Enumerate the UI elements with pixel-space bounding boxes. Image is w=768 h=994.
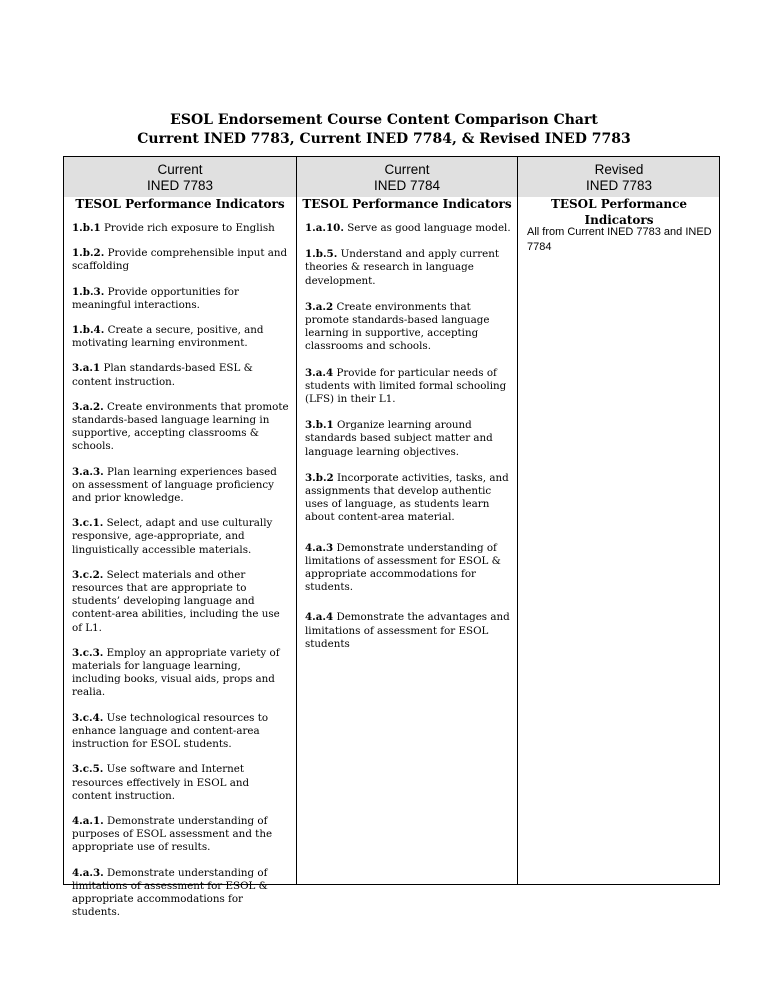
- indicator-code: 1.b.1: [72, 222, 101, 234]
- indicator-text: Select, adapt and use culturally responsive, age-appropriate, and linguistically accessible materials.: [72, 517, 273, 556]
- header-status: Revised: [594, 162, 644, 177]
- indicator-code: 3.a.2.: [72, 400, 104, 413]
- indicator-item: [305, 301, 513, 354]
- indicator-code: 4.a.4: [305, 611, 334, 624]
- indicator-text: Use software and Internet resources effectively in ESOL and content instruction.: [72, 763, 250, 802]
- indicator-item: [72, 222, 292, 235]
- header-course: INED 7783: [146, 178, 214, 193]
- indicator-text: Demonstrate understanding of purposes of ESOL assessment and the appropriate use of results.: [72, 814, 273, 854]
- indicator-item: [305, 222, 513, 235]
- indicator-item: [72, 517, 292, 557]
- indicator-text: Use technological resources to enhance language and content-area instruction for ESOL students.: [72, 711, 269, 751]
- indicator-item: [305, 367, 513, 407]
- indicator-item: [72, 815, 292, 855]
- indicator-code: 4.a.1.: [72, 814, 104, 827]
- indicator-text: Demonstrate understanding of limitations of assessment for ESOL & appropriate accommodations for students.: [305, 541, 501, 594]
- indicator-code: 4.a.3: [305, 541, 334, 554]
- indicator-code: 3.a.2: [305, 300, 334, 313]
- column-divider: [296, 157, 297, 884]
- indicator-code: 3.a.3.: [72, 465, 104, 478]
- header-current-7784: [297, 162, 517, 212]
- indicator-text: Demonstrate the advantages and limitations of assessment for ESOL students: [305, 611, 510, 650]
- indicator-code: 3.b.1: [305, 419, 334, 432]
- column-revised-7783-items: [527, 225, 717, 255]
- indicator-text: Create environments that promote standards-based language learning in supportive, accepting classrooms & schools.: [72, 400, 289, 453]
- column-current-7783-items: [72, 222, 292, 919]
- indicator-text: Plan standards-based ESL & content instruction.: [72, 362, 253, 388]
- indicator-text: Employ an appropriate variety of materials for language learning, including books, visual aids, props and realia.: [72, 646, 280, 699]
- indicator-code: 3.c.3.: [72, 646, 104, 659]
- indicator-item: [72, 401, 292, 454]
- column-current-7784-items: [305, 222, 513, 651]
- indicator-code: 1.b.3.: [72, 285, 105, 298]
- indicator-code: 1.b.2.: [72, 247, 105, 260]
- indicator-item: [305, 419, 513, 459]
- indicator-item: [72, 712, 292, 752]
- indicator-item: [72, 763, 292, 803]
- indicator-text: Provide opportunities for meaningful interactions.: [72, 285, 239, 311]
- indicator-text: Select materials and other resources that are appropriate to students’ developing language and content-area abilities, including the use of L1.: [72, 568, 280, 634]
- indicator-code: 3.c.4.: [72, 711, 104, 724]
- header-heading: TESOL Performance Indicators: [550, 197, 688, 227]
- indicator-item: [305, 611, 513, 651]
- indicator-item: [305, 472, 513, 525]
- indicator-text: Plan learning experiences based on assessment of language proficiency and prior knowledge.: [72, 465, 277, 505]
- indicator-code: 1.b.5.: [305, 248, 338, 261]
- indicator-item: [72, 569, 292, 635]
- revised-note: All from Current INED 7783 and INED 7784: [527, 226, 712, 253]
- indicator-code: 4.a.3.: [72, 866, 104, 879]
- indicator-item: [72, 867, 292, 920]
- indicator-text: Create a secure, positive, and motivating learning environment.: [72, 324, 264, 350]
- indicator-item: [72, 324, 292, 350]
- indicator-text: Create environments that promote standards-based language learning in supportive, accepting classrooms and schools.: [305, 300, 490, 353]
- indicator-item: [72, 466, 292, 506]
- header-current-7783: [64, 162, 296, 212]
- header-course: INED 7784: [373, 178, 441, 193]
- indicator-text: Incorporate activities, tasks, and assignments that develop authentic uses of language, as students learn about content-area material.: [305, 471, 509, 524]
- header-heading: TESOL Performance Indicators: [302, 197, 512, 211]
- indicator-item: [72, 647, 292, 700]
- indicator-text: Organize learning around standards based subject matter and language learning objectives.: [305, 419, 493, 458]
- indicator-text: Provide comprehensible input and scaffolding: [72, 247, 288, 273]
- header-status: Current: [384, 162, 430, 177]
- indicator-text: Provide rich exposure to English: [100, 222, 275, 234]
- indicator-item: [72, 247, 292, 273]
- header-revised-7783: [518, 162, 720, 228]
- indicator-code: 3.b.2: [305, 471, 334, 484]
- indicator-item: [305, 248, 513, 288]
- indicator-text: Understand and apply current theories & research in language development.: [305, 248, 499, 287]
- indicator-text: Demonstrate understanding of limitations of assessment for ESOL & appropriate accommodations for students.: [72, 866, 268, 919]
- indicator-item: [72, 286, 292, 312]
- indicator-code: 3.a.1: [72, 362, 101, 375]
- column-divider: [517, 157, 518, 884]
- indicator-code: 1.b.4.: [72, 324, 105, 337]
- indicator-code: 3.c.1.: [72, 517, 104, 530]
- indicator-item: [72, 362, 292, 388]
- indicator-code: 1.a.10.: [305, 222, 344, 234]
- indicator-code: 3.a.4: [305, 366, 334, 379]
- indicator-item: [305, 542, 513, 595]
- comparison-table: [63, 156, 720, 919]
- indicator-text: Serve as good language model.: [343, 222, 511, 234]
- indicator-code: 3.c.2.: [72, 568, 104, 581]
- header-heading: TESOL Performance Indicators: [75, 197, 285, 211]
- document-subtitle: Current INED 7783, Current INED 7784, & Revised INED 7783: [137, 131, 631, 147]
- header-status: Current: [157, 162, 203, 177]
- indicator-text: Provide for particular needs of students with limited formal schooling (LFS) in their L1.: [305, 366, 507, 406]
- document-title: ESOL Endorsement Course Content Comparison Chart: [170, 112, 598, 128]
- indicator-code: 3.c.5.: [72, 763, 104, 776]
- header-course: INED 7783: [585, 178, 653, 193]
